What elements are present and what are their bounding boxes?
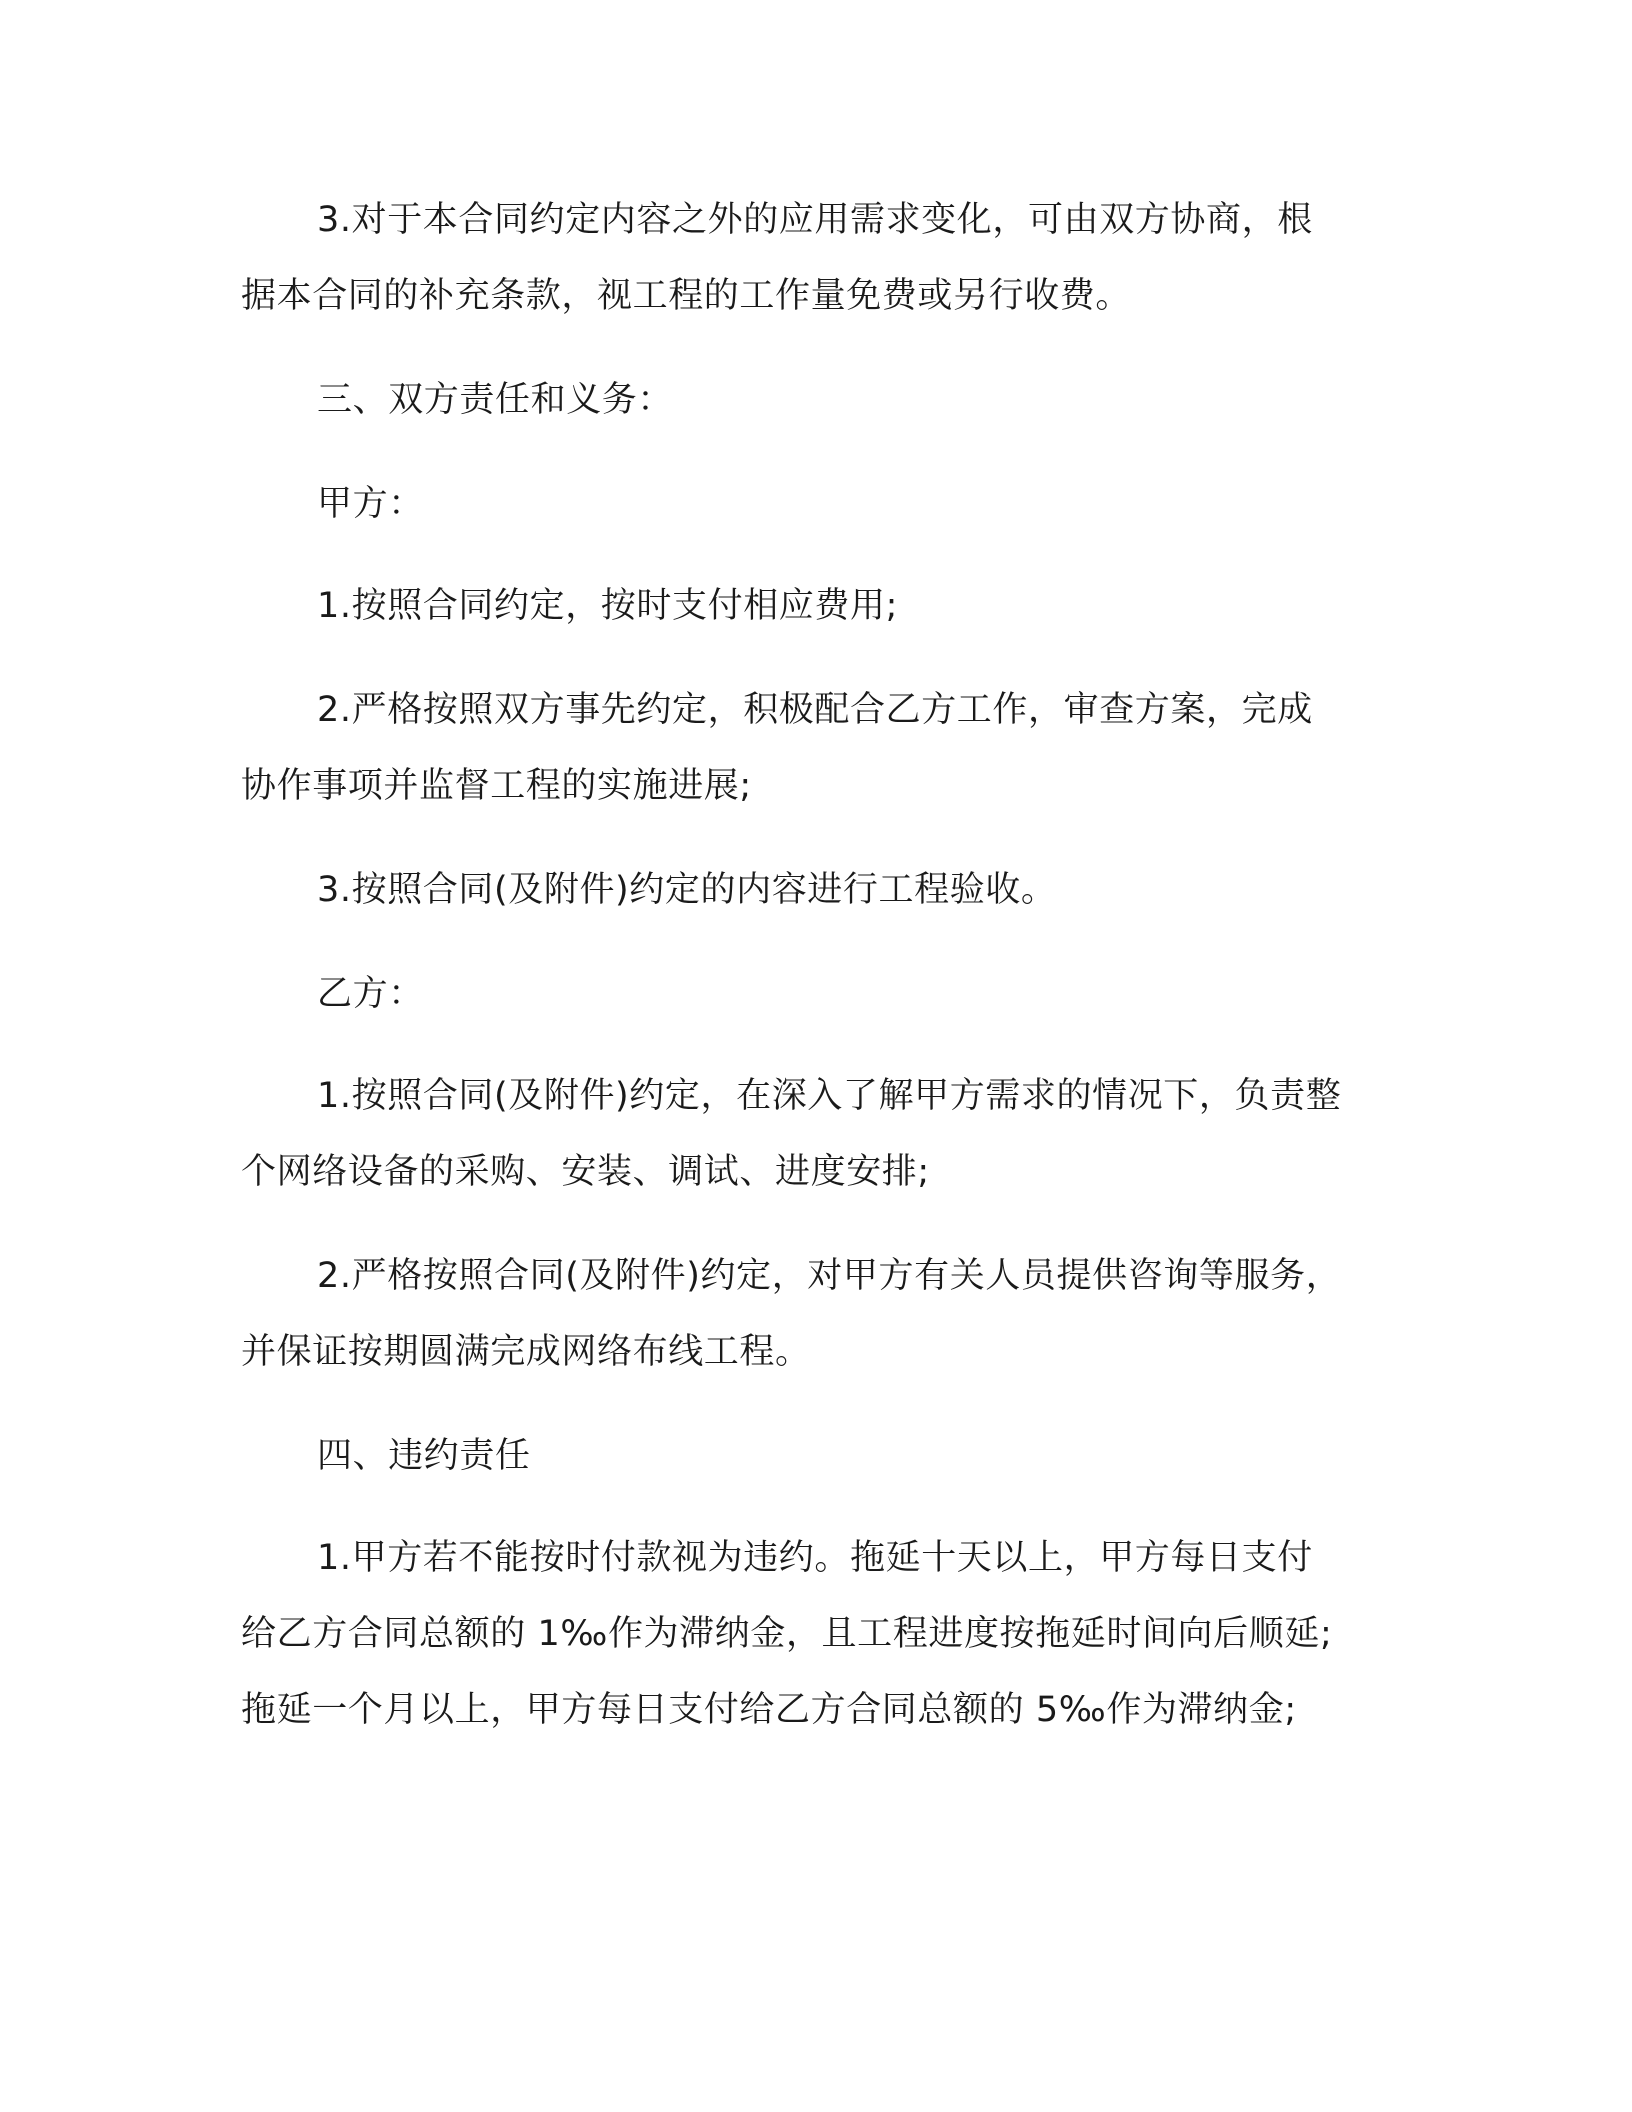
party-b-heading: 乙方：	[317, 974, 424, 1014]
paragraph-clause-3-line-1: 3.对于本合同约定内容之外的应用需求变化，可由双方协商，根	[317, 200, 1313, 240]
party-b-item-2-line-1: 2.严格按照合同(及附件)约定，对甲方有关人员提供咨询等服务，	[317, 1256, 1342, 1296]
party-b-item-1-line-1: 1.按照合同(及附件)约定，在深入了解甲方需求的情况下，负责整	[317, 1076, 1342, 1116]
party-a-item-3: 3.按照合同(及附件)约定的内容进行工程验收。	[317, 870, 1057, 910]
breach-item-1-line-3: 拖延一个月以上，甲方每日支付给乙方合同总额的 5‰作为滞纳金;	[241, 1690, 1297, 1730]
paragraph-clause-3-line-2: 据本合同的补充条款，视工程的工作量免费或另行收费。	[241, 276, 1132, 316]
breach-item-1-line-1: 1.甲方若不能按时付款视为违约。拖延十天以上，甲方每日支付	[317, 1538, 1313, 1578]
party-a-heading: 甲方：	[317, 484, 424, 524]
party-a-item-2-line-2: 协作事项并监督工程的实施进展;	[241, 766, 752, 806]
section-heading-breach: 四、违约责任	[317, 1436, 531, 1476]
party-a-item-2-line-1: 2.严格按照双方事先约定，积极配合乙方工作，审查方案，完成	[317, 690, 1313, 730]
party-b-item-2-line-2: 并保证按期圆满完成网络布线工程。	[241, 1332, 811, 1372]
section-heading-responsibilities: 三、双方责任和义务：	[317, 380, 674, 420]
party-a-item-1: 1.按照合同约定，按时支付相应费用;	[317, 586, 898, 626]
breach-item-1-line-2: 给乙方合同总额的 1‰作为滞纳金，且工程进度按拖延时间向后顺延;	[241, 1614, 1333, 1654]
party-b-item-1-line-2: 个网络设备的采购、安装、调试、进度安排;	[241, 1152, 930, 1192]
